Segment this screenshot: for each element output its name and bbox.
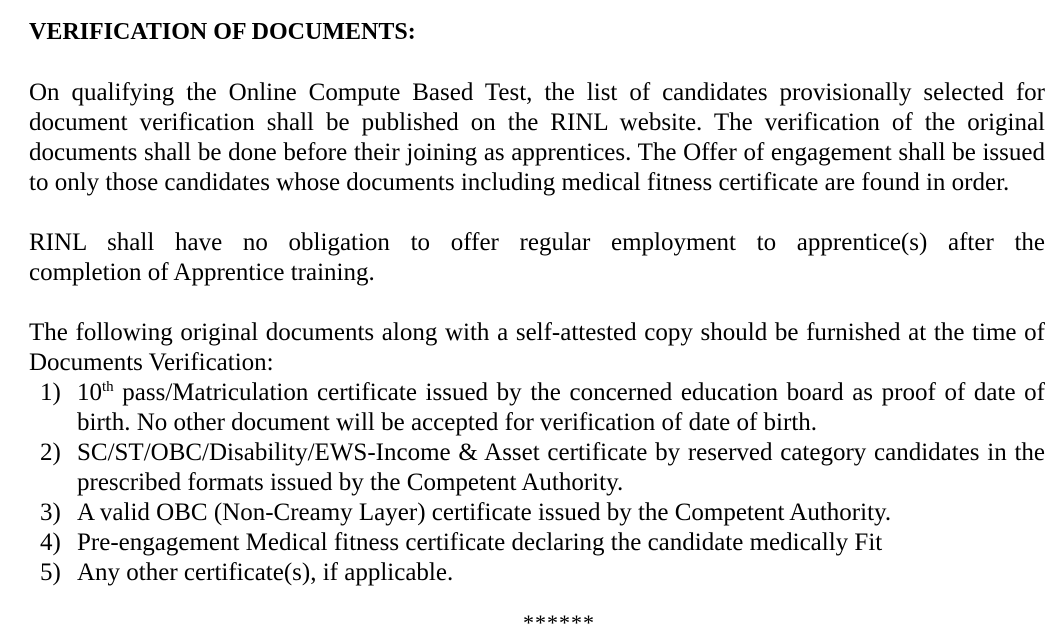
list-item-text: pass/Matriculation certificate issued by the concerned education board as proof of date of birth. No other document will be accepted for verification of date of birth. <box>77 379 1045 436</box>
end-of-section-mark: ****** <box>523 610 595 635</box>
list-item <box>29 558 1045 588</box>
list-item-text: A valid OBC (Non-Creamy Layer) certificate issued by the Competent Authority. <box>77 499 892 526</box>
list-item-text: Pre-engagement Medical fitness certificate declaring the candidate medically Fit <box>77 529 883 556</box>
list-item-text: SC/ST/OBC/Disability/EWS-Income & Asset certificate by reserved category candidates in the prescribed formats issued by the Competent Authority. <box>77 439 1045 496</box>
paragraph-selection-process: On qualifying the Online Compute Based Test, the list of candidates provisionally selected for document verification shall be published on the RINL website. The verification of the original documents shall be done before their joining as apprentices. The Offer of engagement shall be issued to only those candidates whose documents including medical fitness certificate are found in order. <box>29 79 1045 196</box>
paragraph-documents-intro: The following original documents along with a self-attested copy should be furnished at the time of Documents Verification: <box>29 319 1045 376</box>
paragraph-no-obligation-line1: RINL shall have no obligation to offer regular employment to apprentice(s) after the <box>29 229 1045 256</box>
list-item-number: 1) <box>40 379 61 406</box>
list-item <box>29 528 1045 558</box>
list-item-number: 3) <box>40 499 61 526</box>
paragraph-no-obligation-line2: completion of Apprentice training. <box>29 259 375 286</box>
list-item <box>29 438 1045 498</box>
paragraph-no-obligation <box>29 228 1045 288</box>
list-item-text: Any other certificate(s), if applicable. <box>77 559 454 586</box>
list-item-number: 2) <box>40 439 61 466</box>
list-item-number: 4) <box>40 529 61 556</box>
list-item <box>29 498 1045 528</box>
list-item-superscript: th <box>102 379 114 395</box>
documents-list <box>29 378 1045 588</box>
list-item-number: 5) <box>40 559 61 586</box>
list-item-prefix: 10 <box>77 379 102 406</box>
section-title: VERIFICATION OF DOCUMENTS: <box>29 19 416 45</box>
list-item <box>29 378 1045 438</box>
